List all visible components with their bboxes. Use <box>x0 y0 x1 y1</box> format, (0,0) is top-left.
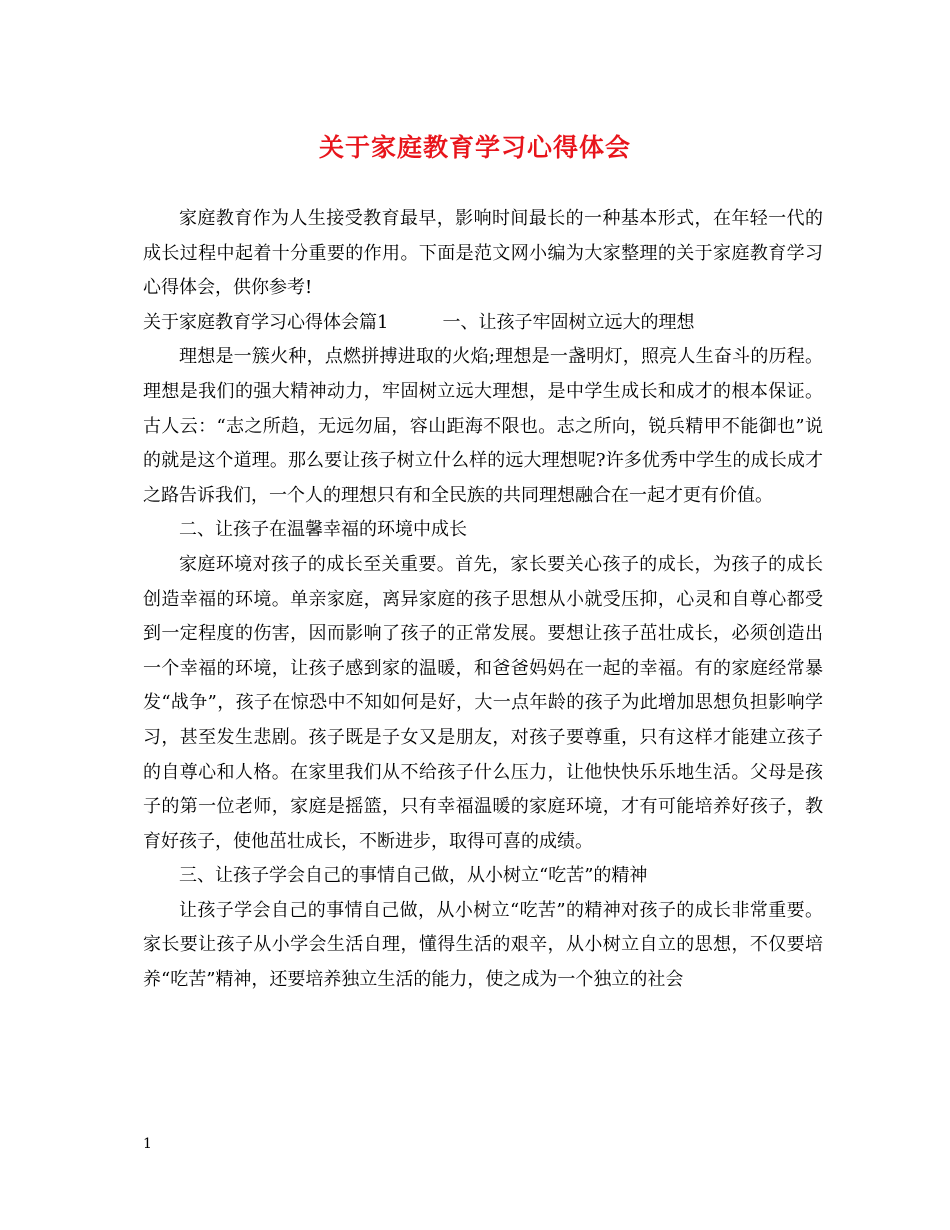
page-number: 1 <box>143 1136 152 1152</box>
document-title: 关于家庭教育学习心得体会 <box>318 133 631 162</box>
body-paragraph: 家庭环境对孩子的成长至关重要。首先，家长要关心孩子的成长，为孩子的成长创造幸福的环境。单亲家庭，离异家庭的孩子思想从小就受压抑，心灵和自尊心都受到一定程度的伤害，因而影响了孩子的正常发展。要想让孩子茁壮成长，必须创造出一个幸福的环境，让孩子感到家的温暖，和爸爸妈妈在一起的幸福。有的家庭经常暴发“战争”，孩子在惊恐中不知如何是好，大一点年龄的孩子为此增加思想负担影响学习，甚至发生悲剧。孩子既是子女又是朋友，对孩子要尊重，只有这样才能建立孩子的自尊心和人格。在家里我们从不给孩子什么压力，让他快快乐乐地生活。父母是孩子的第一位老师，家庭是摇篮，只有幸福温暖的家庭环境，才有可能培养好孩子，教育好孩子，使他茁壮成长，不断进步，取得可喜的成绩。 <box>143 553 823 852</box>
section-heading: 三、让孩子学会自己的事情自己做，从小树立“吃苦”的精神 <box>179 865 648 887</box>
document-body <box>143 202 823 998</box>
section-heading: 二、让孩子在温馨幸福的环境中成长 <box>179 519 467 541</box>
intro-paragraph: 家庭教育作为人生接受教育最早，影响时间最长的一种基本形式，在年轻一代的成长过程中起着十分重要的作用。下面是范文网小编为大家整理的关于家庭教育学习心得体会，供你参考! <box>143 208 823 299</box>
section-heading-line: 关于家庭教育学习心得体会篇1 一、让孩子牢固树立远大的理想 <box>143 311 695 333</box>
body-paragraph: 理想是一簇火种，点燃拼搏进取的火焰;理想是一盏明灯，照亮人生奋斗的历程。理想是我们的强大精神动力，牢固树立远大理想，是中学生成长和成才的根本保证。古人云：“志之所趋，无远勿届，容山距海不限也。志之所向，锐兵精甲不能御也”说的就是这个道理。那么要让孩子树立什么样的远大理想呢?许多优秀中学生的成长成才之路告诉我们，一个人的理想只有和全民族的共同理想融合在一起才更有价值。 <box>143 346 823 506</box>
body-paragraph: 让孩子学会自己的事情自己做，从小树立“吃苦”的精神对孩子的成长非常重要。家长要让孩子从小学会生活自理，懂得生活的艰辛，从小树立自立的思想，不仅要培养“吃苦”精神，还要培养独立生活的能力，使之成为一个独立的社会 <box>143 899 823 991</box>
